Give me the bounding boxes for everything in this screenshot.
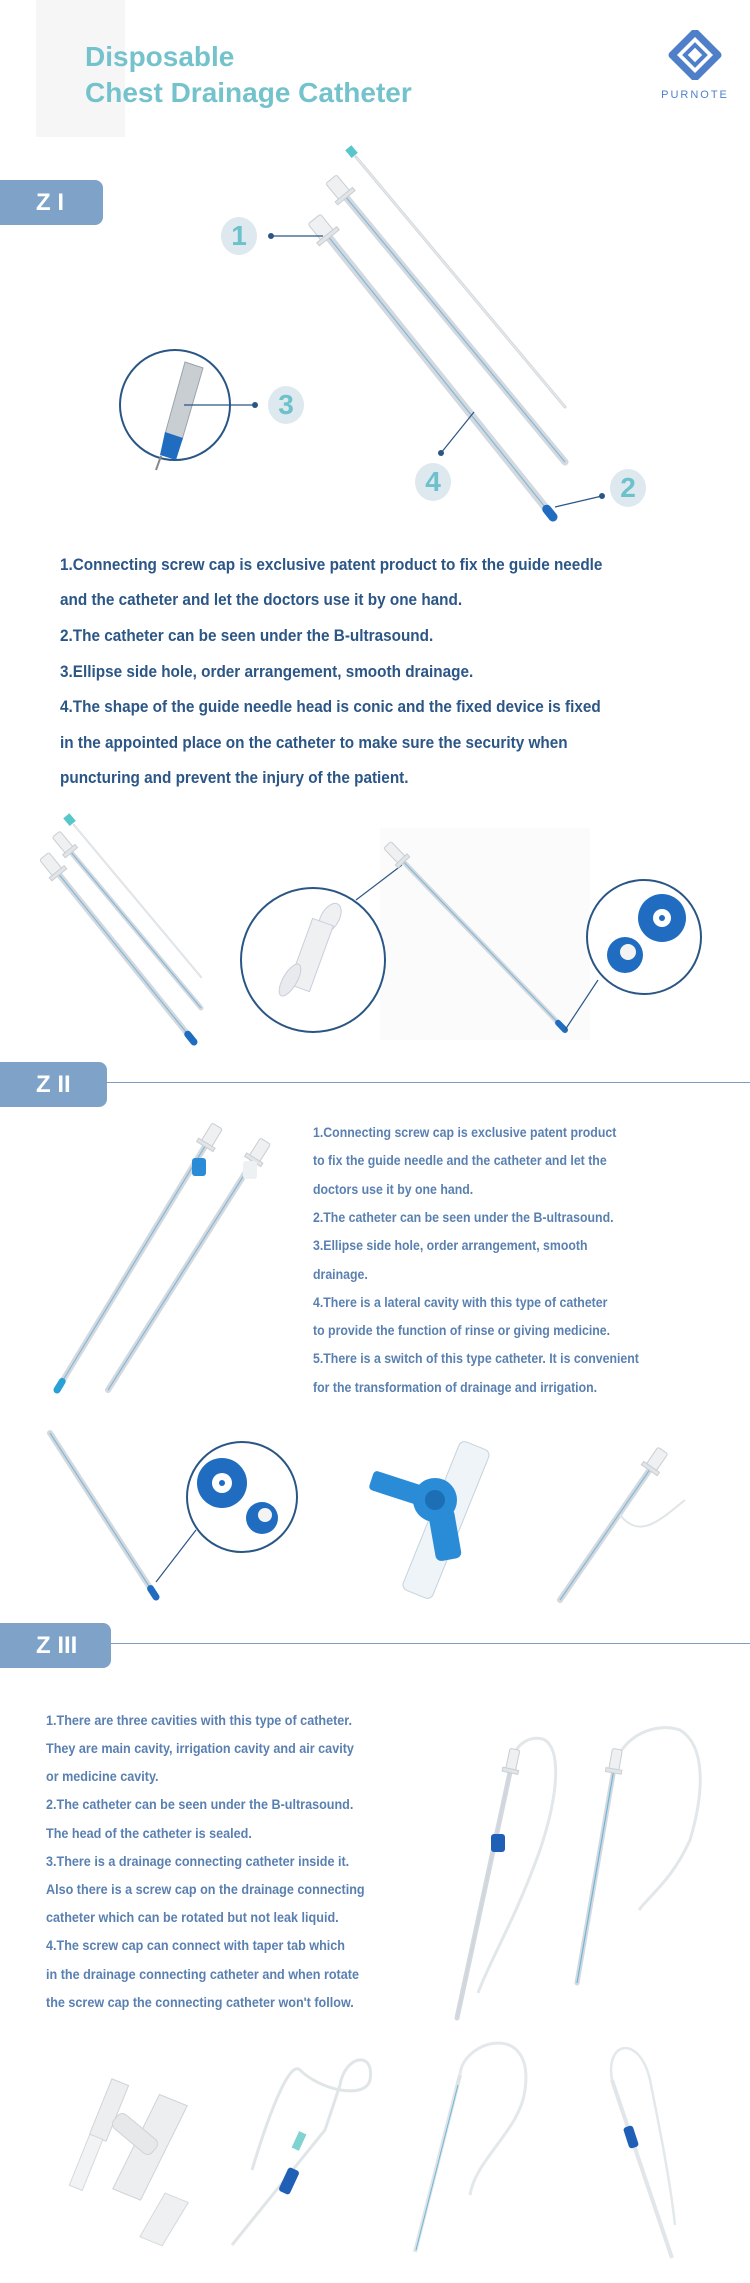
feature-line: 5.There is a switch of this type catheter. It is convenient — [313, 1350, 639, 1366]
catheter-side-holes-drawing — [50, 1433, 156, 1597]
feature-line: 2.The catheter can be seen under the B-ultrasound. — [60, 626, 434, 645]
feature-line: and the catheter and let the doctors use it by one hand. — [60, 590, 463, 609]
z3-catheter-photo-b — [611, 2048, 675, 2258]
feature-line: 1.Connecting screw cap is exclusive patent product — [313, 1124, 617, 1140]
catheter-drawing — [326, 175, 565, 462]
page-title-line2: Chest Drainage Catheter — [85, 77, 412, 108]
brand-logo — [660, 30, 730, 101]
feature-line: 3.Ellipse side hole, order arrangement, smooth drainage. — [60, 662, 474, 681]
feature-line: Also there is a screw cap on the drainage connecting — [46, 1881, 365, 1897]
feature-line: 4.The shape of the guide needle head is conic and the fixed device is fixed — [60, 697, 601, 716]
callout-badge-3: 3 — [268, 386, 304, 424]
feature-line: They are main cavity, irrigation cavity and air cavity — [46, 1740, 354, 1756]
feature-line: or medicine cavity. — [46, 1768, 159, 1784]
catheter-drawing — [52, 831, 201, 1008]
guide-needle-drawing — [345, 145, 565, 407]
section-tab-z3: Z III — [0, 1623, 111, 1668]
catheter-three-cavity-drawing — [457, 1748, 520, 2018]
callout-badge-1: 1 — [221, 217, 257, 255]
photo-background — [380, 828, 590, 1040]
feature-line: to fix the guide needle and the catheter and let the — [313, 1152, 607, 1168]
feature-line: The head of the catheter is sealed. — [46, 1825, 252, 1841]
feature-line: the screw cap the connecting catheter won't follow. — [46, 1994, 354, 2010]
feature-line: in the appointed place on the catheter to make sure the security when — [60, 733, 568, 752]
feature-line: 2.The catheter can be seen under the B-ultrasound. — [313, 1209, 614, 1225]
section-divider — [107, 1082, 750, 1083]
z3-catheter-pair-image — [457, 1728, 700, 2018]
feature-line: to provide the function of rinse or giving medicine. — [313, 1322, 611, 1338]
screw-cap-zoom-circle — [241, 865, 402, 1032]
section-tab-z2: Z II — [0, 1062, 107, 1107]
feature-line: 1.Connecting screw cap is exclusive patent product to fix the guide needle — [60, 555, 603, 574]
z2-product-photos-row — [50, 1433, 685, 1600]
brand-name: PURNOTE — [661, 89, 729, 101]
feature-line: drainage. — [313, 1266, 368, 1282]
catheter-blue-clip-drawing — [57, 1123, 222, 1390]
section-tab-z1: Z I — [0, 180, 103, 225]
feature-line: puncturing and prevent the injury of the patient. — [60, 768, 409, 787]
feature-line: 1.There are three cavities with this type of catheter. — [46, 1712, 353, 1728]
z2-disc-zoom-circle — [156, 1442, 297, 1582]
feature-line: 3.Ellipse side hole, order arrangement, smooth — [313, 1237, 588, 1253]
tubing-loop — [615, 1728, 700, 1910]
z1-product-photos-row — [40, 813, 201, 1042]
z1-catheter-set-image — [308, 145, 565, 517]
z3-connector-parts-photo — [69, 2079, 188, 2249]
feature-line: doctors use it by one hand. — [313, 1181, 474, 1197]
feature-line: 4.The screw cap can connect with taper tab which — [46, 1937, 345, 1953]
z3-catheter-photo-a — [415, 2043, 526, 2252]
feature-line: 3.There is a drainage connecting catheter inside it. — [46, 1853, 350, 1869]
feature-line: for the transformation of drainage and irrigation. — [313, 1379, 598, 1395]
callout-badge-2: 2 — [610, 469, 646, 507]
feature-line: 2.The catheter can be seen under the B-ultrasound. — [46, 1796, 354, 1812]
z2-catheter-pair-image — [57, 1123, 271, 1390]
catheter-with-needle-drawing — [40, 852, 194, 1042]
page-title-line1: Disposable — [85, 41, 235, 72]
feature-line: catheter which can be rotated but not leak liquid. — [46, 1909, 339, 1925]
catheter-three-cavity-drawing — [577, 1748, 622, 1983]
callout-badge-4: 4 — [415, 463, 451, 501]
purnote-logo-icon — [668, 30, 722, 80]
z1-tip-zoom-circle — [120, 350, 258, 470]
guide-needle-drawing — [63, 813, 201, 977]
feature-line: in the drainage connecting catheter and when rotate — [46, 1966, 359, 1982]
feature-line: 4.There is a lateral cavity with this type of catheter — [313, 1294, 608, 1310]
stopcock-photo — [368, 1440, 491, 1600]
section-divider — [111, 1643, 750, 1644]
z3-loop-catheter-photo — [232, 2060, 371, 2245]
